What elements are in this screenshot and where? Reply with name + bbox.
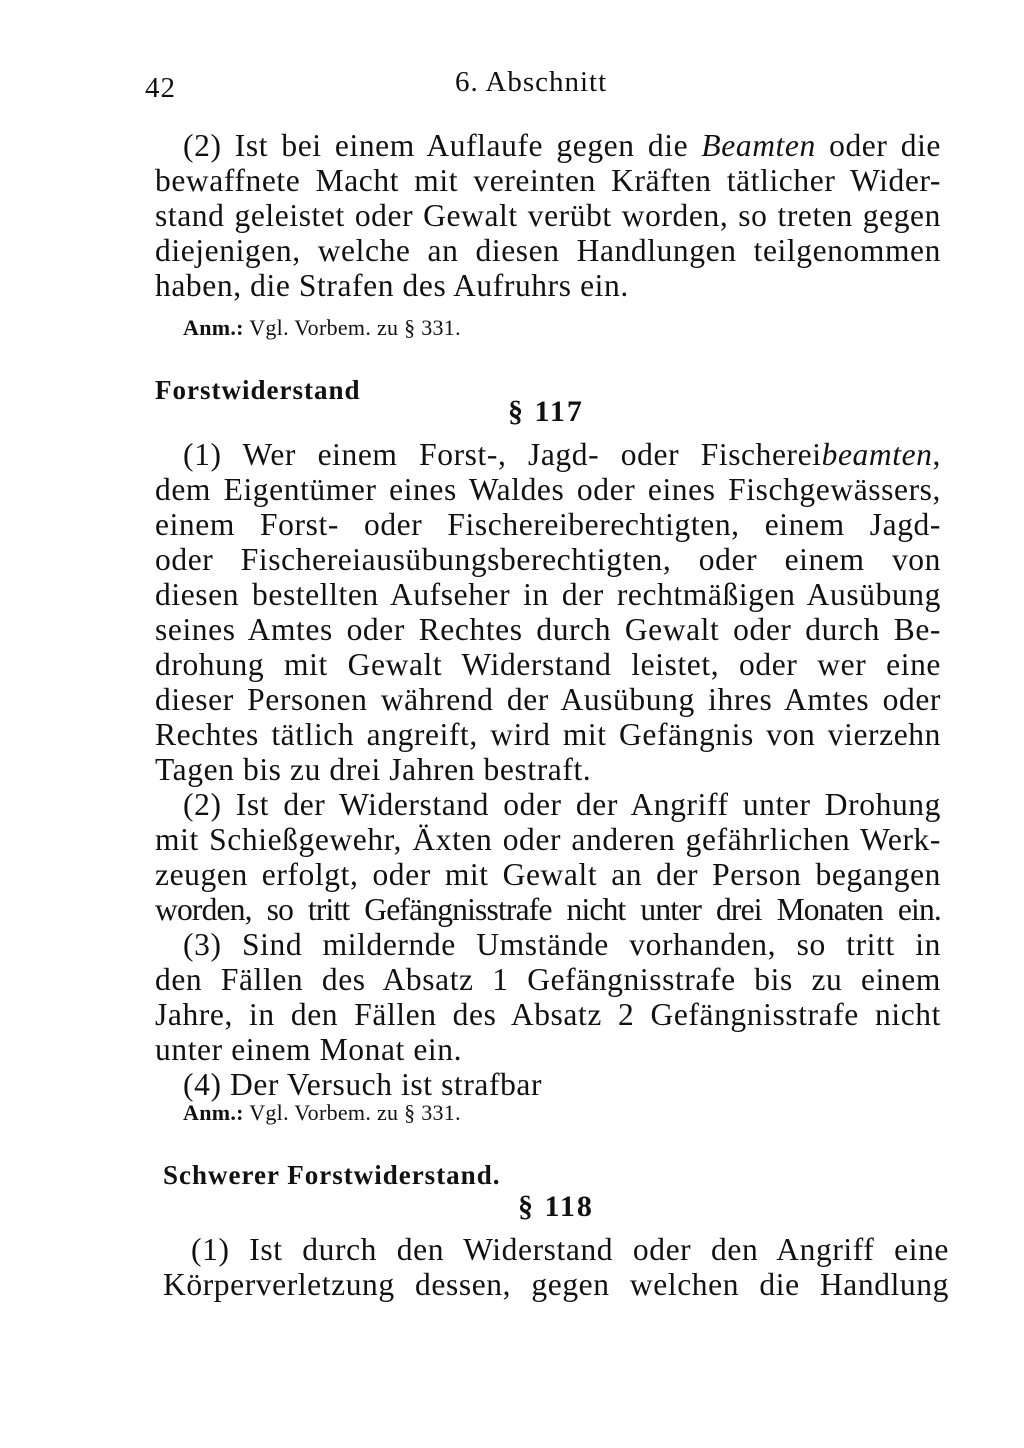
note-label: Anm.: [183,315,244,340]
text-line: mit Schießgewehr, Äxten oder anderen gefährlichen Werk- [155,822,941,857]
text-line: dem Eigentümer eines Waldes oder eines Fischgewässers, [155,472,941,507]
annotation-note [183,1100,461,1126]
text-line: unter einem Monat ein. [155,1032,463,1067]
text-line: drohung mit Gewalt Widerstand leistet, oder wer eine [155,647,941,682]
text-line: worden, so tritt Gefängnisstrafe nicht unter drei Monaten ein. [155,892,941,927]
note-label: Anm.: [183,1100,244,1125]
paragraph-116-2 [155,128,941,303]
section-heading: Forstwiderstand [155,375,361,405]
paragraph-117 [155,437,941,1102]
text-line: diesen bestellten Aufseher in der rechtmäßigen Ausübung [155,577,941,612]
annotation-note [183,315,461,341]
note-text: Vgl. Vorbem. zu § 331. [249,1100,461,1125]
text-line: Jahre, in den Fällen des Absatz 2 Gefängnisstrafe nicht [155,997,941,1032]
text-line: oder Fischereiausübungsberechtigten, oder einem von [155,542,941,577]
text-line: einem Forst- oder Fischereiberechtigten, einem Jagd- [155,507,941,542]
text-line: (2) Ist der Widerstand oder der Angriff unter Drohung [183,787,941,822]
section-title: 6. Abschnitt [455,66,608,98]
text-line: stand geleistet oder Gewalt verübt worden, so treten gegen [155,198,941,233]
text-line: (1) Wer einem Forst-, Jagd- oder Fischereibeamten, [183,437,941,472]
page-number: 42 [145,72,176,104]
text-line: (3) Sind mildernde Umstände vorhanden, so tritt in [183,927,941,962]
text-line: (2) Ist bei einem Auflaufe gegen die Beamten oder die [183,128,941,163]
paragraph-118 [163,1232,949,1302]
text-line: seines Amtes oder Rechtes durch Gewalt oder durch Be- [155,612,941,647]
paragraph-sign: § 118 [518,1190,594,1223]
paragraph-sign: § 117 [508,395,584,428]
text-line: zeugen erfolgt, oder mit Gewalt an der Person begangen [155,857,941,892]
text-line: (4) Der Versuch ist strafbar [183,1067,543,1102]
text-line: dieser Personen während der Ausübung ihres Amtes oder [155,682,941,717]
section-heading: Schwerer Forstwiderstand. [163,1160,501,1190]
text-line: bewaffnete Macht mit vereinten Kräften tätlicher Wider- [155,163,941,198]
text-line: haben, die Strafen des Aufruhrs ein. [155,268,629,303]
text-line: Tagen bis zu drei Jahren bestraft. [155,752,592,787]
text-line: (1) Ist durch den Widerstand oder den Angriff eine [191,1232,949,1267]
text-line: Körperverletzung dessen, gegen welchen die Handlung [163,1267,949,1302]
note-text: Vgl. Vorbem. zu § 331. [249,315,461,340]
running-head [0,62,1024,106]
text-line: Rechtes tätlich angreift, wird mit Gefängnis von vierzehn [155,717,941,752]
text-line: diejenigen, welche an diesen Handlungen teilgenommen [155,233,941,268]
text-line: den Fällen des Absatz 1 Gefängnisstrafe bis zu einem [155,962,941,997]
